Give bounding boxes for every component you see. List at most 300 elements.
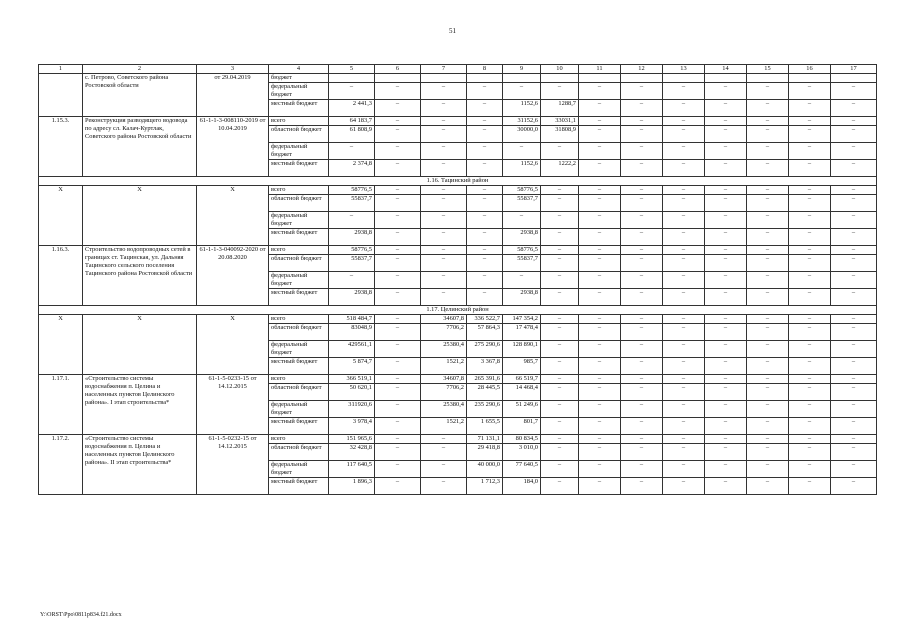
- value-cell: –: [831, 375, 877, 384]
- section-title: 1.17. Целинский район: [39, 306, 877, 315]
- value-cell: [329, 74, 375, 83]
- value-cell: 71 131,1: [467, 435, 503, 444]
- value-cell: –: [789, 272, 831, 289]
- budget-label: областной бюджет: [269, 126, 329, 143]
- header-row: [39, 65, 877, 74]
- section-row: [39, 177, 877, 186]
- budget-label: федеральный бюджет: [269, 272, 329, 289]
- value-cell: 147 354,2: [503, 315, 541, 324]
- value-cell: –: [621, 358, 663, 375]
- value-cell: –: [789, 324, 831, 341]
- value-cell: –: [747, 143, 789, 160]
- value-cell: [789, 74, 831, 83]
- header-cell: 8: [467, 65, 503, 74]
- value-cell: –: [663, 289, 705, 306]
- value-cell: –: [375, 478, 421, 495]
- value-cell: [579, 74, 621, 83]
- value-cell: –: [705, 195, 747, 212]
- value-cell: –: [831, 444, 877, 461]
- header-cell: 12: [621, 65, 663, 74]
- value-cell: –: [705, 461, 747, 478]
- value-cell: 58776,5: [503, 246, 541, 255]
- value-cell: –: [789, 212, 831, 229]
- value-cell: –: [831, 358, 877, 375]
- value-cell: 985,7: [503, 358, 541, 375]
- value-cell: –: [789, 126, 831, 143]
- value-cell: –: [705, 229, 747, 246]
- value-cell: –: [541, 186, 579, 195]
- header-cell: 13: [663, 65, 705, 74]
- value-cell: –: [663, 401, 705, 418]
- budget-label: бюджет: [269, 74, 329, 83]
- value-cell: –: [747, 341, 789, 358]
- item-expertise: 61-1-1-3-040092-2020 от 20.08.2020: [197, 246, 269, 306]
- value-cell: –: [789, 418, 831, 435]
- value-cell: [663, 74, 705, 83]
- value-cell: –: [579, 160, 621, 177]
- value-cell: –: [621, 401, 663, 418]
- budget-label: местный бюджет: [269, 100, 329, 117]
- value-cell: 429561,1: [329, 341, 375, 358]
- value-cell: [621, 74, 663, 83]
- value-cell: –: [789, 375, 831, 384]
- value-cell: [541, 74, 579, 83]
- value-cell: 17 478,4: [503, 324, 541, 341]
- value-cell: –: [467, 212, 503, 229]
- value-cell: –: [747, 461, 789, 478]
- value-cell: –: [421, 143, 467, 160]
- value-cell: –: [705, 272, 747, 289]
- item-number: Х: [39, 315, 83, 375]
- value-cell: –: [541, 478, 579, 495]
- value-cell: –: [621, 143, 663, 160]
- value-cell: –: [579, 478, 621, 495]
- value-cell: –: [747, 384, 789, 401]
- table-row: [39, 375, 877, 384]
- value-cell: –: [663, 461, 705, 478]
- value-cell: [421, 74, 467, 83]
- value-cell: –: [579, 83, 621, 100]
- value-cell: –: [621, 289, 663, 306]
- value-cell: –: [421, 100, 467, 117]
- value-cell: –: [467, 126, 503, 143]
- value-cell: –: [747, 358, 789, 375]
- value-cell: 2938,8: [329, 289, 375, 306]
- value-cell: –: [541, 315, 579, 324]
- budget-label: федеральный бюджет: [269, 461, 329, 478]
- value-cell: –: [467, 100, 503, 117]
- value-cell: –: [329, 143, 375, 160]
- value-cell: –: [621, 246, 663, 255]
- value-cell: –: [831, 126, 877, 143]
- item-name: Строительство водопроводных сетей в границах ст. Тацинская, ул. Дальняя Тацинского сельского поселения Тацинского района Ростовской области: [83, 246, 197, 306]
- value-cell: –: [579, 418, 621, 435]
- value-cell: 14 468,4: [503, 384, 541, 401]
- value-cell: –: [621, 126, 663, 143]
- header-cell: 2: [83, 65, 197, 74]
- value-cell: –: [663, 435, 705, 444]
- value-cell: –: [789, 315, 831, 324]
- value-cell: 40 000,0: [467, 461, 503, 478]
- value-cell: –: [663, 255, 705, 272]
- value-cell: –: [541, 195, 579, 212]
- value-cell: –: [747, 126, 789, 143]
- value-cell: –: [421, 255, 467, 272]
- value-cell: –: [789, 83, 831, 100]
- value-cell: 58776,5: [329, 186, 375, 195]
- value-cell: –: [789, 246, 831, 255]
- header-cell: 16: [789, 65, 831, 74]
- value-cell: –: [621, 100, 663, 117]
- value-cell: –: [831, 401, 877, 418]
- value-cell: –: [831, 143, 877, 160]
- value-cell: –: [541, 324, 579, 341]
- header-cell: 9: [503, 65, 541, 74]
- value-cell: –: [831, 324, 877, 341]
- value-cell: –: [789, 117, 831, 126]
- value-cell: –: [747, 401, 789, 418]
- value-cell: –: [663, 315, 705, 324]
- value-cell: –: [541, 384, 579, 401]
- value-cell: –: [541, 401, 579, 418]
- header-cell: 17: [831, 65, 877, 74]
- value-cell: –: [503, 83, 541, 100]
- value-cell: 2 441,3: [329, 100, 375, 117]
- value-cell: –: [705, 384, 747, 401]
- value-cell: –: [789, 229, 831, 246]
- value-cell: 57 864,3: [467, 324, 503, 341]
- value-cell: –: [541, 289, 579, 306]
- value-cell: –: [663, 324, 705, 341]
- value-cell: –: [663, 212, 705, 229]
- value-cell: –: [375, 100, 421, 117]
- value-cell: –: [579, 444, 621, 461]
- value-cell: –: [579, 246, 621, 255]
- budget-label: областной бюджет: [269, 324, 329, 341]
- item-name: «Строительство системы водоснабжения п. Целина и населенных пунктов Целинского района». I этап строительства*: [83, 375, 197, 435]
- value-cell: –: [375, 195, 421, 212]
- value-cell: –: [705, 255, 747, 272]
- header-cell: 11: [579, 65, 621, 74]
- value-cell: –: [747, 289, 789, 306]
- value-cell: –: [421, 195, 467, 212]
- value-cell: –: [747, 444, 789, 461]
- value-cell: –: [467, 143, 503, 160]
- value-cell: –: [579, 186, 621, 195]
- value-cell: –: [621, 324, 663, 341]
- value-cell: –: [579, 229, 621, 246]
- value-cell: –: [831, 246, 877, 255]
- value-cell: –: [831, 461, 877, 478]
- value-cell: –: [663, 418, 705, 435]
- value-cell: 235 290,6: [467, 401, 503, 418]
- value-cell: –: [467, 255, 503, 272]
- value-cell: –: [747, 100, 789, 117]
- value-cell: –: [621, 418, 663, 435]
- value-cell: –: [621, 195, 663, 212]
- value-cell: –: [541, 418, 579, 435]
- value-cell: –: [747, 272, 789, 289]
- item-number: [39, 74, 83, 117]
- value-cell: 3 978,4: [329, 418, 375, 435]
- value-cell: –: [705, 341, 747, 358]
- table-row: [39, 315, 877, 324]
- value-cell: –: [375, 126, 421, 143]
- value-cell: 2938,8: [503, 289, 541, 306]
- value-cell: –: [621, 341, 663, 358]
- value-cell: –: [663, 117, 705, 126]
- value-cell: 117 640,5: [329, 461, 375, 478]
- budget-label: федеральный бюджет: [269, 401, 329, 418]
- value-cell: –: [541, 229, 579, 246]
- section-title: 1.16. Тацинский район: [39, 177, 877, 186]
- budget-label: областной бюджет: [269, 444, 329, 461]
- value-cell: –: [541, 444, 579, 461]
- table-row: [39, 117, 877, 126]
- header-cell: 7: [421, 65, 467, 74]
- value-cell: –: [467, 272, 503, 289]
- budget-label: областной бюджет: [269, 384, 329, 401]
- value-cell: –: [747, 83, 789, 100]
- value-cell: 31152,6: [503, 117, 541, 126]
- value-cell: –: [579, 100, 621, 117]
- table-row: [39, 435, 877, 444]
- value-cell: [467, 74, 503, 83]
- budget-label: всего: [269, 246, 329, 255]
- value-cell: –: [375, 375, 421, 384]
- value-cell: –: [621, 435, 663, 444]
- item-number: 1.15.3.: [39, 117, 83, 177]
- value-cell: –: [789, 160, 831, 177]
- value-cell: –: [663, 83, 705, 100]
- value-cell: 30000,0: [503, 126, 541, 143]
- value-cell: 336 522,7: [467, 315, 503, 324]
- value-cell: –: [621, 117, 663, 126]
- value-cell: –: [375, 289, 421, 306]
- value-cell: –: [789, 289, 831, 306]
- budget-label: местный бюджет: [269, 229, 329, 246]
- value-cell: [705, 74, 747, 83]
- value-cell: –: [467, 117, 503, 126]
- header-cell: 4: [269, 65, 329, 74]
- value-cell: –: [789, 435, 831, 444]
- value-cell: –: [663, 100, 705, 117]
- value-cell: –: [747, 478, 789, 495]
- value-cell: 311920,6: [329, 401, 375, 418]
- value-cell: –: [663, 186, 705, 195]
- value-cell: 31808,9: [541, 126, 579, 143]
- value-cell: –: [831, 100, 877, 117]
- value-cell: –: [831, 289, 877, 306]
- value-cell: 58776,5: [329, 246, 375, 255]
- item-number: 1.16.3.: [39, 246, 83, 306]
- value-cell: –: [375, 315, 421, 324]
- value-cell: –: [375, 401, 421, 418]
- value-cell: –: [789, 384, 831, 401]
- value-cell: –: [663, 384, 705, 401]
- value-cell: –: [467, 186, 503, 195]
- value-cell: –: [579, 195, 621, 212]
- value-cell: 1152,6: [503, 100, 541, 117]
- footer-path: Y:\ORST\Ppo\0811p834.f21.docx: [40, 612, 122, 618]
- value-cell: 58776,5: [503, 186, 541, 195]
- value-cell: –: [621, 229, 663, 246]
- value-cell: –: [705, 126, 747, 143]
- budget-label: областной бюджет: [269, 255, 329, 272]
- value-cell: –: [421, 435, 467, 444]
- value-cell: –: [375, 143, 421, 160]
- value-cell: 34607,8: [421, 315, 467, 324]
- budget-label: федеральный бюджет: [269, 212, 329, 229]
- value-cell: –: [663, 229, 705, 246]
- value-cell: –: [705, 246, 747, 255]
- value-cell: –: [579, 435, 621, 444]
- header-cell: 1: [39, 65, 83, 74]
- value-cell: –: [747, 255, 789, 272]
- value-cell: –: [375, 444, 421, 461]
- table-row: [39, 186, 877, 195]
- value-cell: –: [541, 246, 579, 255]
- value-cell: –: [747, 375, 789, 384]
- value-cell: –: [663, 160, 705, 177]
- value-cell: –: [421, 126, 467, 143]
- value-cell: –: [705, 289, 747, 306]
- value-cell: –: [375, 160, 421, 177]
- value-cell: –: [421, 246, 467, 255]
- value-cell: 1288,7: [541, 100, 579, 117]
- value-cell: 55837,7: [329, 195, 375, 212]
- value-cell: –: [421, 160, 467, 177]
- value-cell: 25380,4: [421, 401, 467, 418]
- value-cell: 7706,2: [421, 384, 467, 401]
- value-cell: –: [663, 246, 705, 255]
- header-cell: 6: [375, 65, 421, 74]
- value-cell: –: [375, 418, 421, 435]
- value-cell: –: [375, 358, 421, 375]
- value-cell: –: [705, 358, 747, 375]
- value-cell: 7706,2: [421, 324, 467, 341]
- value-cell: 55837,7: [503, 255, 541, 272]
- value-cell: –: [421, 289, 467, 306]
- value-cell: –: [621, 186, 663, 195]
- value-cell: –: [467, 160, 503, 177]
- value-cell: –: [621, 384, 663, 401]
- value-cell: –: [579, 126, 621, 143]
- value-cell: –: [789, 143, 831, 160]
- value-cell: –: [541, 358, 579, 375]
- value-cell: 128 890,1: [503, 341, 541, 358]
- value-cell: –: [789, 255, 831, 272]
- value-cell: 34607,8: [421, 375, 467, 384]
- value-cell: 33031,1: [541, 117, 579, 126]
- value-cell: –: [831, 315, 877, 324]
- value-cell: –: [541, 461, 579, 478]
- table-row: [39, 74, 877, 83]
- item-number: Х: [39, 186, 83, 246]
- value-cell: –: [579, 375, 621, 384]
- header-cell: 3: [197, 65, 269, 74]
- value-cell: –: [621, 83, 663, 100]
- value-cell: 50 620,1: [329, 384, 375, 401]
- value-cell: –: [831, 195, 877, 212]
- value-cell: 3 010,0: [503, 444, 541, 461]
- value-cell: –: [421, 461, 467, 478]
- value-cell: –: [789, 100, 831, 117]
- header-cell: 10: [541, 65, 579, 74]
- value-cell: –: [663, 358, 705, 375]
- value-cell: –: [375, 341, 421, 358]
- value-cell: [831, 74, 877, 83]
- value-cell: –: [831, 418, 877, 435]
- value-cell: –: [467, 195, 503, 212]
- value-cell: –: [421, 83, 467, 100]
- value-cell: 151 965,6: [329, 435, 375, 444]
- value-cell: 2938,8: [503, 229, 541, 246]
- value-cell: –: [705, 324, 747, 341]
- value-cell: –: [579, 324, 621, 341]
- value-cell: 3 367,8: [467, 358, 503, 375]
- value-cell: –: [467, 229, 503, 246]
- value-cell: 51 249,6: [503, 401, 541, 418]
- value-cell: 518 484,7: [329, 315, 375, 324]
- value-cell: –: [375, 384, 421, 401]
- value-cell: –: [421, 272, 467, 289]
- value-cell: –: [621, 444, 663, 461]
- value-cell: –: [789, 358, 831, 375]
- value-cell: –: [789, 461, 831, 478]
- value-cell: 28 445,5: [467, 384, 503, 401]
- value-cell: –: [747, 418, 789, 435]
- value-cell: –: [421, 212, 467, 229]
- value-cell: –: [789, 195, 831, 212]
- value-cell: –: [375, 255, 421, 272]
- value-cell: –: [375, 229, 421, 246]
- item-expertise: 61-1-5-0233-15 от 14.12.2015: [197, 375, 269, 435]
- value-cell: –: [831, 272, 877, 289]
- value-cell: 77 640,5: [503, 461, 541, 478]
- item-number: 1.17.1.: [39, 375, 83, 435]
- value-cell: –: [747, 186, 789, 195]
- value-cell: –: [705, 186, 747, 195]
- value-cell: –: [541, 255, 579, 272]
- value-cell: –: [467, 289, 503, 306]
- value-cell: 2938,8: [329, 229, 375, 246]
- item-expertise: Х: [197, 186, 269, 246]
- value-cell: –: [621, 375, 663, 384]
- value-cell: –: [747, 324, 789, 341]
- value-cell: –: [421, 444, 467, 461]
- budget-table: [38, 64, 877, 495]
- value-cell: –: [705, 435, 747, 444]
- budget-label: федеральный бюджет: [269, 83, 329, 100]
- value-cell: –: [789, 444, 831, 461]
- value-cell: –: [663, 195, 705, 212]
- value-cell: –: [747, 435, 789, 444]
- value-cell: –: [747, 160, 789, 177]
- value-cell: 32 428,8: [329, 444, 375, 461]
- value-cell: –: [541, 375, 579, 384]
- value-cell: –: [831, 478, 877, 495]
- value-cell: –: [503, 272, 541, 289]
- value-cell: –: [579, 289, 621, 306]
- header-cell: 15: [747, 65, 789, 74]
- value-cell: –: [421, 117, 467, 126]
- value-cell: –: [579, 401, 621, 418]
- value-cell: –: [541, 435, 579, 444]
- value-cell: –: [541, 272, 579, 289]
- value-cell: –: [705, 418, 747, 435]
- value-cell: –: [663, 478, 705, 495]
